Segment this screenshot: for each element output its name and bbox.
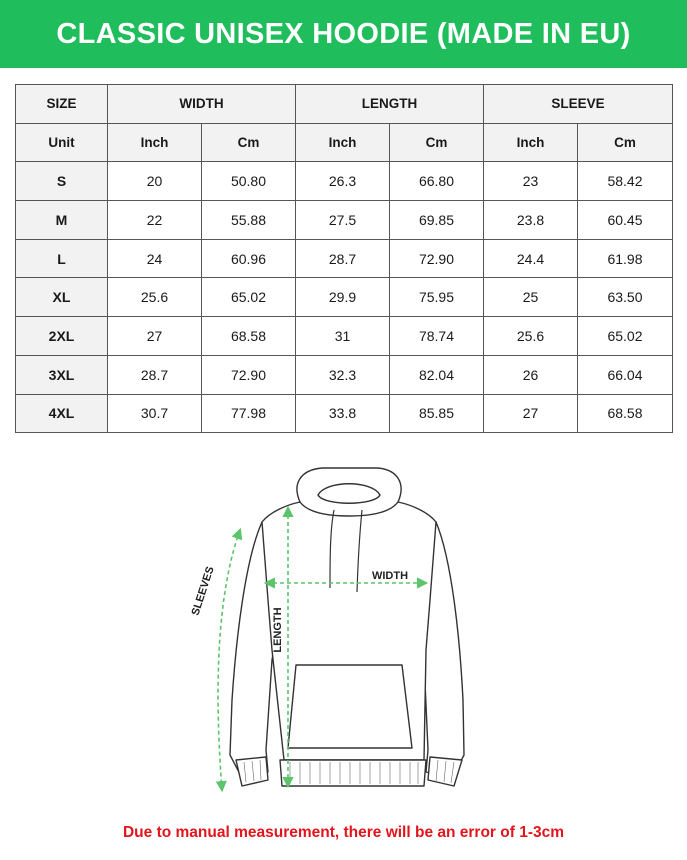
sleeve-inch-cell: 23 — [484, 162, 578, 201]
width-cm-cell: 68.58 — [202, 317, 296, 356]
header-sleeve: SLEEVE — [484, 85, 673, 124]
table-row — [16, 355, 673, 394]
length-cm-cell: 82.04 — [390, 355, 484, 394]
measurement-note: Due to manual measurement, there will be an error of 1-3cm — [122, 824, 565, 841]
width-cm-cell: 65.02 — [202, 278, 296, 317]
width-inch-cell: 27 — [108, 317, 202, 356]
size-cell: 2XL — [16, 317, 108, 356]
title-banner — [0, 0, 687, 68]
size-cell: 3XL — [16, 355, 108, 394]
sleeve-inch-cell: 25.6 — [484, 317, 578, 356]
sleeve-inch-cell: 26 — [484, 355, 578, 394]
width-inch-cell: 28.7 — [108, 355, 202, 394]
size-cell: XL — [16, 278, 108, 317]
unit-sleeve-cm: Cm — [578, 123, 673, 162]
width-label: WIDTH — [371, 570, 409, 582]
width-cm-cell: 50.80 — [202, 162, 296, 201]
width-cm-cell: 77.98 — [202, 394, 296, 433]
unit-width-cm: Cm — [202, 123, 296, 162]
page-title: CLASSIC UNISEX HOODIE (MADE IN EU) — [56, 17, 631, 50]
unit-length-cm: Cm — [390, 123, 484, 162]
table-row — [16, 278, 673, 317]
length-inch-cell: 26.3 — [296, 162, 390, 201]
table-row — [16, 201, 673, 240]
sleeve-cm-cell: 65.02 — [578, 317, 673, 356]
header-width: WIDTH — [108, 85, 296, 124]
sleeve-cm-cell: 58.42 — [578, 162, 673, 201]
length-cm-cell: 72.90 — [390, 239, 484, 278]
width-inch-cell: 20 — [108, 162, 202, 201]
hoodie-outline — [230, 468, 464, 786]
sleeve-cm-cell: 66.04 — [578, 355, 673, 394]
size-cell: M — [16, 201, 108, 240]
header-length: LENGTH — [296, 85, 484, 124]
length-inch-cell: 29.9 — [296, 278, 390, 317]
size-chart-table — [15, 84, 673, 433]
header-row — [16, 85, 673, 124]
width-cm-cell: 72.90 — [202, 355, 296, 394]
header-size: SIZE — [16, 85, 108, 124]
length-cm-cell: 85.85 — [390, 394, 484, 433]
sleeve-inch-cell: 25 — [484, 278, 578, 317]
table-row — [16, 317, 673, 356]
width-inch-cell: 24 — [108, 239, 202, 278]
width-cm-cell: 60.96 — [202, 239, 296, 278]
length-inch-cell: 31 — [296, 317, 390, 356]
length-inch-cell: 28.7 — [296, 239, 390, 278]
unit-width-inch: Inch — [108, 123, 202, 162]
length-inch-cell: 32.3 — [296, 355, 390, 394]
waistband — [280, 760, 426, 786]
sleeve-cm-cell: 61.98 — [578, 239, 673, 278]
length-inch-cell: 33.8 — [296, 394, 390, 433]
length-label: LENGTH — [272, 607, 284, 653]
width-inch-cell: 30.7 — [108, 394, 202, 433]
length-cm-cell: 75.95 — [390, 278, 484, 317]
sleeve-inch-cell: 23.8 — [484, 201, 578, 240]
length-inch-cell: 27.5 — [296, 201, 390, 240]
kangaroo-pocket — [288, 665, 412, 748]
width-inch-cell: 25.6 — [108, 278, 202, 317]
length-cm-cell: 78.74 — [390, 317, 484, 356]
sleeve-cm-cell: 68.58 — [578, 394, 673, 433]
hoodie-measurement-diagram — [180, 463, 480, 803]
sleeve-inch-cell: 24.4 — [484, 239, 578, 278]
unit-row — [16, 123, 673, 162]
sleeve-cm-cell: 63.50 — [578, 278, 673, 317]
unit-sleeve-inch: Inch — [484, 123, 578, 162]
size-cell: L — [16, 239, 108, 278]
size-cell: S — [16, 162, 108, 201]
unit-label: Unit — [16, 123, 108, 162]
width-inch-cell: 22 — [108, 201, 202, 240]
sleeve-cm-cell: 60.45 — [578, 201, 673, 240]
length-cm-cell: 69.85 — [390, 201, 484, 240]
width-cm-cell: 55.88 — [202, 201, 296, 240]
sleeve-inch-cell: 27 — [484, 394, 578, 433]
table-row — [16, 239, 673, 278]
table-row — [16, 394, 673, 433]
size-cell: 4XL — [16, 394, 108, 433]
unit-length-inch: Inch — [296, 123, 390, 162]
table-row — [16, 162, 673, 201]
length-cm-cell: 66.80 — [390, 162, 484, 201]
sleeves-label: SLEEVES — [189, 565, 217, 618]
